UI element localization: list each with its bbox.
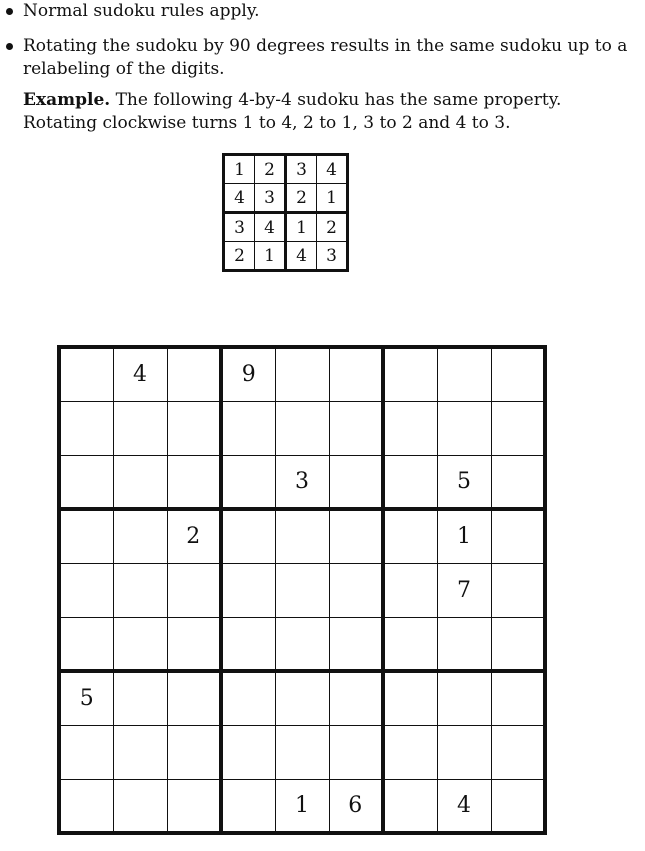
sudoku-cell[interactable] xyxy=(221,563,275,617)
sudoku-cell[interactable] xyxy=(113,725,167,779)
sudoku-cell[interactable] xyxy=(275,671,329,725)
rule-text: Normal sudoku rules apply. xyxy=(23,1,260,21)
example-grid-row xyxy=(224,213,348,242)
sudoku-cell[interactable] xyxy=(491,455,545,509)
sudoku-row xyxy=(59,725,545,779)
sudoku-cell[interactable] xyxy=(329,347,383,401)
sudoku-cell[interactable] xyxy=(221,455,275,509)
sudoku-cell[interactable] xyxy=(167,779,221,833)
sudoku-row xyxy=(59,563,545,617)
sudoku-cell[interactable] xyxy=(167,563,221,617)
sudoku-cell[interactable] xyxy=(59,347,113,401)
sudoku-row xyxy=(59,455,545,509)
sudoku-cell[interactable] xyxy=(221,725,275,779)
example-grid-cell: 3 xyxy=(317,242,348,271)
bullet-icon xyxy=(6,43,13,50)
sudoku-cell[interactable] xyxy=(383,455,437,509)
sudoku-row xyxy=(59,779,545,833)
rule-item xyxy=(6,35,636,135)
sudoku-cell[interactable] xyxy=(383,347,437,401)
sudoku-cell[interactable] xyxy=(167,401,221,455)
sudoku-cell[interactable]: 5 xyxy=(59,671,113,725)
sudoku-cell[interactable] xyxy=(167,347,221,401)
sudoku-cell[interactable] xyxy=(329,617,383,671)
rules-list xyxy=(6,0,636,135)
sudoku-cell[interactable] xyxy=(437,347,491,401)
example-grid-cell: 2 xyxy=(317,213,348,242)
sudoku-cell[interactable] xyxy=(275,401,329,455)
sudoku-cell[interactable] xyxy=(491,509,545,563)
rule-item xyxy=(6,0,636,23)
sudoku-row xyxy=(59,401,545,455)
sudoku-cell[interactable] xyxy=(221,509,275,563)
example-grid-cell: 2 xyxy=(224,242,255,271)
sudoku-cell[interactable] xyxy=(221,779,275,833)
sudoku-cell[interactable] xyxy=(221,671,275,725)
sudoku-cell[interactable] xyxy=(437,671,491,725)
sudoku-cell[interactable] xyxy=(491,779,545,833)
bullet-icon xyxy=(6,8,13,15)
sudoku-cell[interactable] xyxy=(113,401,167,455)
example-text: The following 4-by-4 sudoku has the same property. Rotating clockwise turns 1 to 4, 2 to 1, 3 to 2 and 4 to 3. xyxy=(23,90,562,133)
sudoku-cell[interactable] xyxy=(113,509,167,563)
sudoku-cell[interactable] xyxy=(383,509,437,563)
sudoku-cell[interactable] xyxy=(383,671,437,725)
sudoku-cell[interactable] xyxy=(113,779,167,833)
sudoku-cell[interactable] xyxy=(59,401,113,455)
sudoku-cell[interactable] xyxy=(113,455,167,509)
example-grid-cell: 3 xyxy=(255,184,286,213)
sudoku-cell[interactable]: 6 xyxy=(329,779,383,833)
example-grid-cell: 2 xyxy=(286,184,317,213)
sudoku-cell[interactable]: 9 xyxy=(221,347,275,401)
example-grid xyxy=(222,153,349,272)
example-paragraph xyxy=(23,89,636,135)
sudoku-grid xyxy=(57,345,547,835)
sudoku-cell[interactable]: 1 xyxy=(437,509,491,563)
sudoku-cell[interactable]: 3 xyxy=(275,455,329,509)
example-grid-row xyxy=(224,184,348,213)
sudoku-cell[interactable] xyxy=(59,455,113,509)
sudoku-cell[interactable] xyxy=(275,563,329,617)
sudoku-cell[interactable] xyxy=(329,401,383,455)
sudoku-row xyxy=(59,509,545,563)
example-grid-cell: 1 xyxy=(255,242,286,271)
sudoku-cell[interactable] xyxy=(275,725,329,779)
sudoku-row xyxy=(59,347,545,401)
sudoku-cell[interactable]: 4 xyxy=(113,347,167,401)
example-grid-cell: 1 xyxy=(224,155,255,184)
example-grid-cell: 3 xyxy=(286,155,317,184)
sudoku-cell[interactable] xyxy=(329,455,383,509)
sudoku-cell[interactable] xyxy=(167,725,221,779)
sudoku-cell[interactable] xyxy=(113,563,167,617)
sudoku-cell[interactable] xyxy=(437,725,491,779)
example-grid-cell: 3 xyxy=(224,213,255,242)
example-grid-cell: 4 xyxy=(286,242,317,271)
example-grid-cell: 2 xyxy=(255,155,286,184)
example-grid-cell: 4 xyxy=(224,184,255,213)
sudoku-cell[interactable] xyxy=(275,617,329,671)
example-grid-cell: 1 xyxy=(317,184,348,213)
sudoku-cell[interactable] xyxy=(491,617,545,671)
sudoku-cell[interactable] xyxy=(383,401,437,455)
sudoku-cell[interactable] xyxy=(329,563,383,617)
sudoku-cell[interactable] xyxy=(437,617,491,671)
sudoku-cell[interactable] xyxy=(437,401,491,455)
sudoku-cell[interactable] xyxy=(59,563,113,617)
example-label: Example. xyxy=(23,90,111,110)
sudoku-cell[interactable] xyxy=(383,617,437,671)
sudoku-cell[interactable] xyxy=(221,617,275,671)
sudoku-cell[interactable] xyxy=(383,725,437,779)
sudoku-row xyxy=(59,671,545,725)
sudoku-cell[interactable]: 7 xyxy=(437,563,491,617)
sudoku-cell[interactable] xyxy=(59,509,113,563)
sudoku-row xyxy=(59,617,545,671)
sudoku-cell[interactable]: 1 xyxy=(275,779,329,833)
sudoku-cell[interactable] xyxy=(221,401,275,455)
sudoku-cell[interactable] xyxy=(491,725,545,779)
sudoku-cell[interactable] xyxy=(113,671,167,725)
sudoku-cell[interactable] xyxy=(59,779,113,833)
example-grid-cell: 1 xyxy=(286,213,317,242)
sudoku-cell[interactable] xyxy=(491,671,545,725)
sudoku-cell[interactable] xyxy=(275,509,329,563)
example-grid-cell: 4 xyxy=(317,155,348,184)
sudoku-cell[interactable] xyxy=(491,563,545,617)
sudoku-cell[interactable]: 2 xyxy=(167,509,221,563)
sudoku-cell[interactable] xyxy=(491,347,545,401)
sudoku-cell[interactable] xyxy=(491,401,545,455)
sudoku-cell[interactable] xyxy=(59,617,113,671)
sudoku-cell[interactable]: 5 xyxy=(437,455,491,509)
sudoku-cell[interactable] xyxy=(113,617,167,671)
sudoku-cell[interactable]: 4 xyxy=(437,779,491,833)
example-grid-row xyxy=(224,242,348,271)
sudoku-cell[interactable] xyxy=(329,725,383,779)
sudoku-cell[interactable] xyxy=(167,671,221,725)
example-grid-cell: 4 xyxy=(255,213,286,242)
sudoku-cell[interactable] xyxy=(167,455,221,509)
sudoku-cell[interactable] xyxy=(329,509,383,563)
sudoku-cell[interactable] xyxy=(275,347,329,401)
sudoku-cell[interactable] xyxy=(59,725,113,779)
example-grid-row xyxy=(224,155,348,184)
sudoku-cell[interactable] xyxy=(383,563,437,617)
rule-text: Rotating the sudoku by 90 degrees results in the same sudoku up to a relabeling of the digits. xyxy=(23,36,628,79)
sudoku-cell[interactable] xyxy=(329,671,383,725)
sudoku-cell[interactable] xyxy=(383,779,437,833)
sudoku-cell[interactable] xyxy=(167,617,221,671)
